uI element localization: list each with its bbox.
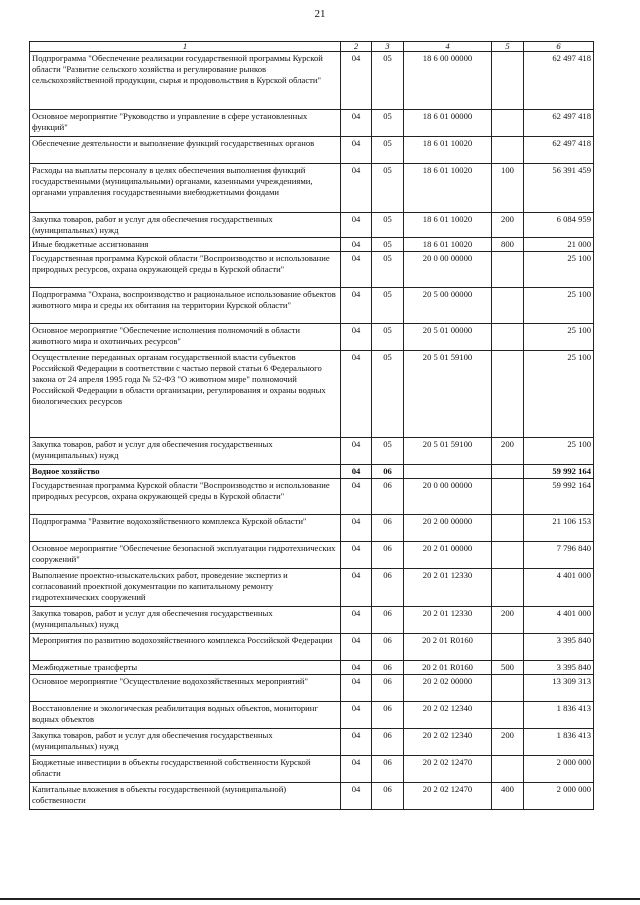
row-expense-type: [492, 515, 524, 542]
table-row: [30, 515, 594, 542]
row-amount: 1 836 413: [524, 729, 594, 756]
row-amount: 62 497 418: [524, 52, 594, 110]
row-target-article: 18 6 01 10020: [404, 213, 492, 238]
row-name: Иные бюджетные ассигнования: [30, 238, 341, 252]
table-row: [30, 569, 594, 607]
row-section: 04: [341, 438, 372, 465]
row-name: Основное мероприятие "Руководство и управление в сфере установленных функций": [30, 110, 341, 137]
table-row: [30, 351, 594, 438]
row-subsection: 05: [372, 137, 404, 164]
row-amount: 62 497 418: [524, 110, 594, 137]
column-header: 3: [372, 42, 404, 52]
row-name: Основное мероприятие "Осуществление водохозяйственных мероприятий": [30, 675, 341, 702]
row-amount: 3 395 840: [524, 634, 594, 661]
row-name: Основное мероприятие "Обеспечение исполнения полномочий в области животного мира и охотничьих ресурсов": [30, 324, 341, 351]
row-subsection: 06: [372, 515, 404, 542]
row-section: 04: [341, 783, 372, 810]
row-section: 04: [341, 661, 372, 675]
column-header: 4: [404, 42, 492, 52]
row-name: Государственная программа Курской области "Воспроизводство и использование природных ресурсов, охрана окружающей среды в Курской области": [30, 479, 341, 515]
row-subsection: 05: [372, 324, 404, 351]
row-expense-type: [492, 288, 524, 324]
row-name: Подпрограмма "Обеспечение реализации государственной программы Курской области "Развитие сельского хозяйства и регулирование рынков сельскохозяйственной продукции, сырья и продовольствия в Курской области": [30, 52, 341, 110]
table-header-row: [30, 42, 594, 52]
row-subsection: 05: [372, 213, 404, 238]
row-subsection: 06: [372, 479, 404, 515]
row-section: 04: [341, 675, 372, 702]
row-expense-type: 200: [492, 213, 524, 238]
row-target-article: 20 5 00 00000: [404, 288, 492, 324]
row-name: Выполнение проектно-изыскательских работ, проведение экспертиз и согласований проектной документации по капитальному ремонту гидротехнических сооружений: [30, 569, 341, 607]
row-expense-type: 200: [492, 729, 524, 756]
row-expense-type: [492, 351, 524, 438]
row-target-article: 18 6 01 10020: [404, 164, 492, 213]
row-target-article: 20 2 02 12340: [404, 702, 492, 729]
row-target-article: 20 2 01 12330: [404, 569, 492, 607]
row-target-article: 20 2 01 12330: [404, 607, 492, 634]
row-target-article: 20 2 01 R0160: [404, 634, 492, 661]
table-row: [30, 783, 594, 810]
table-row: [30, 252, 594, 288]
row-amount: 4 401 000: [524, 607, 594, 634]
row-section: 04: [341, 542, 372, 569]
row-amount: 25 100: [524, 351, 594, 438]
table-row: [30, 213, 594, 238]
row-target-article: 20 2 02 12340: [404, 729, 492, 756]
row-target-article: 20 2 02 00000: [404, 675, 492, 702]
row-expense-type: [492, 324, 524, 351]
row-subsection: 06: [372, 729, 404, 756]
row-expense-type: 200: [492, 438, 524, 465]
column-header: 1: [30, 42, 341, 52]
page-bottom-rule: [0, 898, 640, 900]
table-row: [30, 238, 594, 252]
budget-table: [29, 41, 594, 810]
row-subsection: 06: [372, 702, 404, 729]
row-expense-type: [492, 542, 524, 569]
row-subsection: 06: [372, 783, 404, 810]
table-body: [30, 52, 594, 810]
table-row: [30, 137, 594, 164]
table-row: [30, 729, 594, 756]
row-section: 04: [341, 729, 372, 756]
row-target-article: 20 2 01 00000: [404, 542, 492, 569]
row-amount: 25 100: [524, 438, 594, 465]
row-name: Мероприятия по развитию водохозяйственного комплекса Российской Федерации: [30, 634, 341, 661]
row-amount: 7 796 840: [524, 542, 594, 569]
row-amount: 6 084 959: [524, 213, 594, 238]
row-expense-type: [492, 634, 524, 661]
row-subsection: 05: [372, 288, 404, 324]
row-section: 04: [341, 515, 372, 542]
row-name: Обеспечение деятельности и выполнение функций государственных органов: [30, 137, 341, 164]
row-amount: 3 395 840: [524, 661, 594, 675]
row-subsection: 05: [372, 110, 404, 137]
row-section: 04: [341, 164, 372, 213]
row-target-article: 20 2 01 R0160: [404, 661, 492, 675]
row-name: Расходы на выплаты персоналу в целях обеспечения выполнения функций государственными (муниципальными) органами, казенными учреждениями, органами управления государственными внебюджетными фондами: [30, 164, 341, 213]
row-subsection: 06: [372, 634, 404, 661]
row-name: Подпрограмма "Развитие водохозяйственного комплекса Курской области": [30, 515, 341, 542]
row-subsection: 06: [372, 661, 404, 675]
table-row: [30, 542, 594, 569]
row-section: 04: [341, 110, 372, 137]
row-name: Межбюджетные трансферты: [30, 661, 341, 675]
row-expense-type: 800: [492, 238, 524, 252]
column-header: 6: [524, 42, 594, 52]
table-row: [30, 661, 594, 675]
table-row: [30, 479, 594, 515]
row-section: 04: [341, 252, 372, 288]
row-target-article: 20 0 00 00000: [404, 252, 492, 288]
row-subsection: 05: [372, 238, 404, 252]
row-subsection: 06: [372, 675, 404, 702]
row-expense-type: [492, 137, 524, 164]
table-row: [30, 702, 594, 729]
row-name: Закупка товаров, работ и услуг для обеспечения государственных (муниципальных) нужд: [30, 607, 341, 634]
row-expense-type: [492, 569, 524, 607]
row-amount: 2 000 000: [524, 756, 594, 783]
row-name: Водное хозяйство: [30, 465, 341, 479]
row-expense-type: [492, 675, 524, 702]
row-target-article: 20 2 02 12470: [404, 783, 492, 810]
row-expense-type: [492, 465, 524, 479]
row-target-article: 20 5 01 59100: [404, 351, 492, 438]
row-target-article: [404, 465, 492, 479]
row-name: Восстановление и экологическая реабилитация водных объектов, мониторинг водных объектов: [30, 702, 341, 729]
row-amount: 21 000: [524, 238, 594, 252]
row-amount: 13 309 313: [524, 675, 594, 702]
row-name: Закупка товаров, работ и услуг для обеспечения государственных (муниципальных) нужд: [30, 438, 341, 465]
table-row: [30, 465, 594, 479]
row-amount: 62 497 418: [524, 137, 594, 164]
row-subsection: 06: [372, 542, 404, 569]
row-section: 04: [341, 213, 372, 238]
row-amount: 25 100: [524, 288, 594, 324]
table-row: [30, 634, 594, 661]
column-header: 2: [341, 42, 372, 52]
row-subsection: 05: [372, 351, 404, 438]
column-header: 5: [492, 42, 524, 52]
row-expense-type: 200: [492, 607, 524, 634]
row-expense-type: 500: [492, 661, 524, 675]
row-amount: 59 992 164: [524, 479, 594, 515]
row-expense-type: [492, 252, 524, 288]
row-amount: 4 401 000: [524, 569, 594, 607]
row-target-article: 18 6 01 10020: [404, 238, 492, 252]
table-row: [30, 324, 594, 351]
row-expense-type: 400: [492, 783, 524, 810]
row-section: 04: [341, 288, 372, 324]
row-target-article: 20 2 00 00000: [404, 515, 492, 542]
row-section: 04: [341, 569, 372, 607]
row-expense-type: 100: [492, 164, 524, 213]
row-expense-type: [492, 702, 524, 729]
row-target-article: 18 6 00 00000: [404, 52, 492, 110]
row-target-article: 20 5 01 00000: [404, 324, 492, 351]
row-section: 04: [341, 756, 372, 783]
row-amount: 56 391 459: [524, 164, 594, 213]
row-target-article: 20 5 01 59100: [404, 438, 492, 465]
row-section: 04: [341, 324, 372, 351]
row-subsection: 06: [372, 569, 404, 607]
row-section: 04: [341, 238, 372, 252]
table-row: [30, 110, 594, 137]
row-amount: 59 992 164: [524, 465, 594, 479]
row-expense-type: [492, 479, 524, 515]
row-subsection: 06: [372, 607, 404, 634]
row-expense-type: [492, 756, 524, 783]
row-target-article: 18 6 01 10020: [404, 137, 492, 164]
row-expense-type: [492, 52, 524, 110]
row-name: Осуществление переданных органам государственной власти субъектов Российской Федерации в соответствии с частью первой статьи 6 Федерального закона от 24 апреля 1995 года № 52-ФЗ "О животном мире" полномочий Российской Федерации в области организации, регулирования и охраны водных биологических ресурсов: [30, 351, 341, 438]
table-row: [30, 52, 594, 110]
row-section: 04: [341, 137, 372, 164]
table-row: [30, 607, 594, 634]
page-number: 21: [314, 8, 326, 20]
row-amount: 25 100: [524, 252, 594, 288]
row-amount: 2 000 000: [524, 783, 594, 810]
row-section: 04: [341, 634, 372, 661]
row-section: 04: [341, 702, 372, 729]
table-row: [30, 675, 594, 702]
row-subsection: 06: [372, 756, 404, 783]
row-target-article: 20 0 00 00000: [404, 479, 492, 515]
table-row: [30, 288, 594, 324]
row-name: Закупка товаров, работ и услуг для обеспечения государственных (муниципальных) нужд: [30, 729, 341, 756]
row-section: 04: [341, 607, 372, 634]
row-subsection: 05: [372, 252, 404, 288]
row-amount: 21 106 153: [524, 515, 594, 542]
table-row: [30, 756, 594, 783]
row-name: Государственная программа Курской области "Воспроизводство и использование природных ресурсов, охрана окружающей среды в Курской области": [30, 252, 341, 288]
row-subsection: 05: [372, 438, 404, 465]
row-expense-type: [492, 110, 524, 137]
row-section: 04: [341, 479, 372, 515]
row-name: Подпрограмма "Охрана, воспроизводство и рациональное использование объектов животного мира и среды их обитания на территории Курской области": [30, 288, 341, 324]
row-section: 04: [341, 465, 372, 479]
table-row: [30, 164, 594, 213]
row-section: 04: [341, 351, 372, 438]
row-subsection: 05: [372, 52, 404, 110]
row-target-article: 20 2 02 12470: [404, 756, 492, 783]
row-amount: 25 100: [524, 324, 594, 351]
row-name: Закупка товаров, работ и услуг для обеспечения государственных (муниципальных) нужд: [30, 213, 341, 238]
row-target-article: 18 6 01 00000: [404, 110, 492, 137]
row-name: Бюджетные инвестиции в объекты государственной собственности Курской области: [30, 756, 341, 783]
row-subsection: 05: [372, 164, 404, 213]
row-name: Основное мероприятие "Обеспечение безопасной эксплуатации гидротехнических сооружений": [30, 542, 341, 569]
table-row: [30, 438, 594, 465]
row-section: 04: [341, 52, 372, 110]
row-amount: 1 836 413: [524, 702, 594, 729]
row-name: Капитальные вложения в объекты государственной (муниципальной) собственности: [30, 783, 341, 810]
row-subsection: 06: [372, 465, 404, 479]
